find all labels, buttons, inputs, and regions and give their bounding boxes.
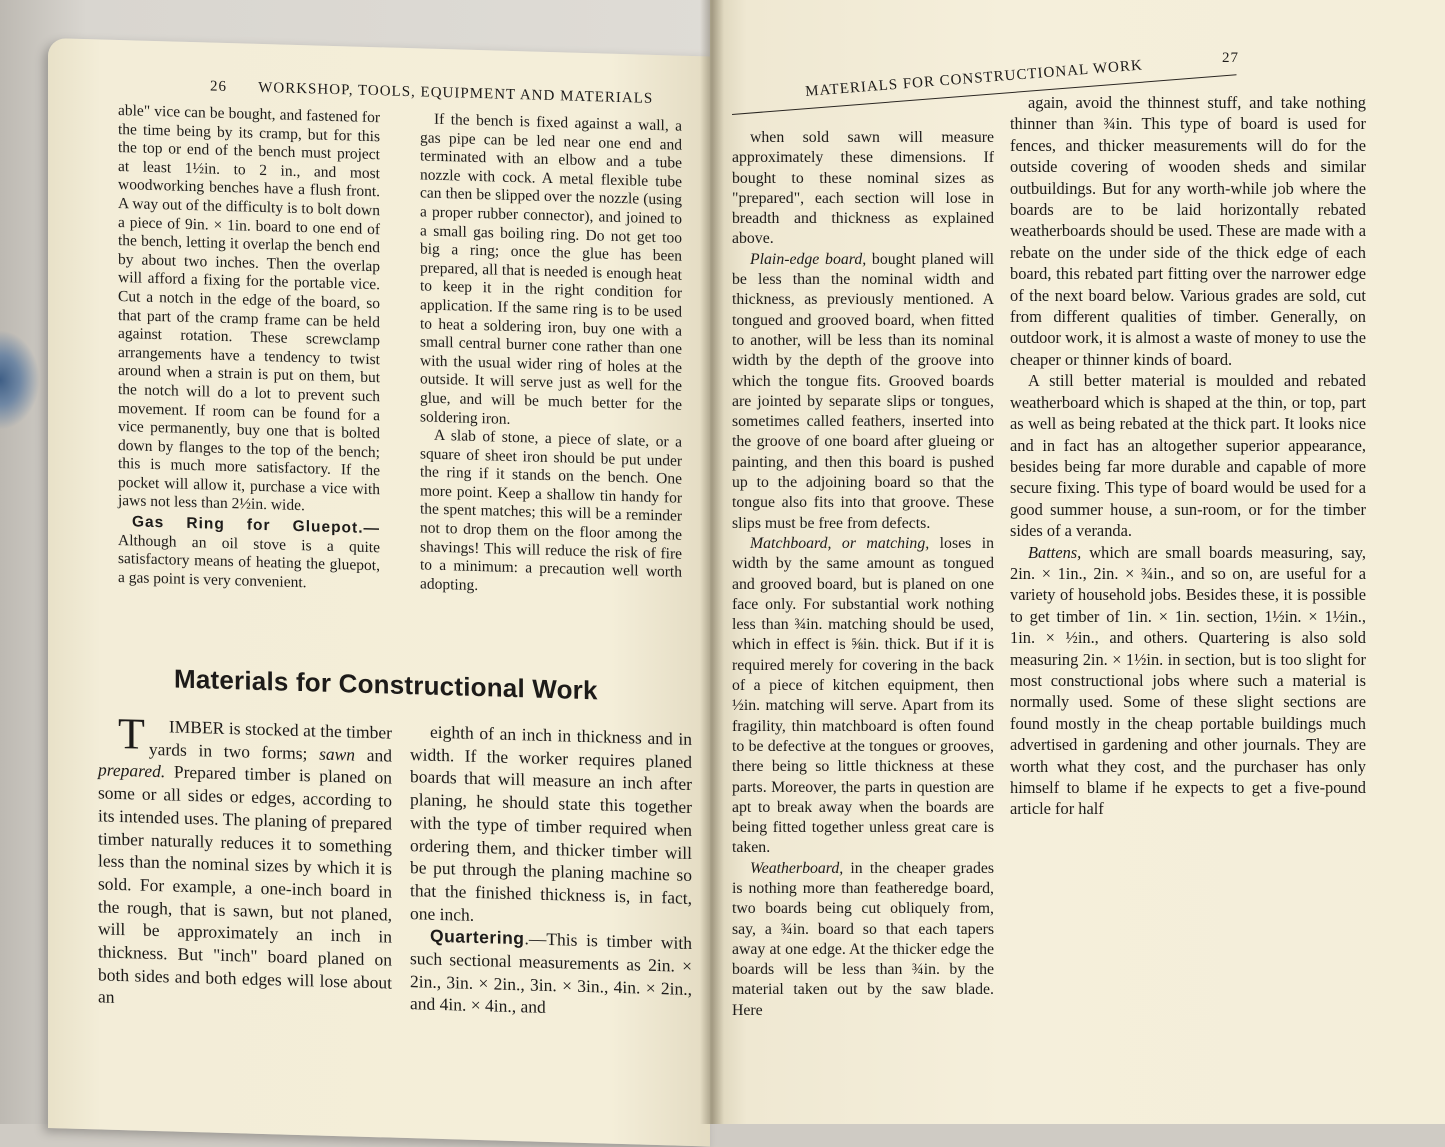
section-column-2 — [410, 720, 692, 1023]
right-header-title: MATERIALS FOR CONSTRUCTIONAL WORK — [804, 57, 1144, 101]
left-page-number: 26 — [210, 78, 227, 95]
left-page — [48, 38, 710, 1146]
gas-ring-text: Although an oil stove is a quite satisfactory means of heating the gluepot, a gas point is very convenient. — [118, 531, 380, 592]
right-col1-paragraph-2 — [732, 250, 994, 534]
right-page-number: 27 — [1222, 50, 1239, 66]
weatherboard-text: in the cheaper grades is nothing more than featheredge board, two boards being cut obliquely from, say, a ¾in. board so that each tapers away at one edge. At the thicker edge the boards will be less than ¾in. by the material taken out by the saw blade. Here — [732, 859, 994, 1019]
right-column-1 — [732, 128, 994, 1021]
quartering-subhead: Quartering — [430, 925, 525, 949]
section-column-1 — [98, 708, 392, 1016]
quartering-text: .—This is timber with such sectional measurements as 2in. × 2in., 3in. × 2in., 3in. × 3in., 4in. × 2in., and 4in. × 4in., and — [410, 928, 692, 1018]
battens-italic: Battens, — [1028, 542, 1082, 562]
section-col1-text-a: is stocked at the timber yards in two forms; — [148, 717, 392, 764]
left-col1-subhead-paragraph — [118, 513, 380, 595]
section-col1-text-c: Prepared timber is planed on some or all sides or edges, according to its intended uses. The planing of prepared timber naturally reduces it to something less than the nominal sizes by which it is sold. For example, a one-inch board in the rough, that is sawn, but not planed, will be approximately an inch in thickness. But "inch" board planed on both sides and both edges will lose about an — [98, 761, 392, 1008]
section-col1-paragraph — [98, 708, 392, 1016]
matchboard-italic: Matchboard, or matching, — [750, 534, 930, 552]
left-running-header — [210, 79, 653, 108]
right-col2-paragraph-1: again, avoid the thinnest stuff, and take nothing thinner than ¾in. This type of board is used for fences, and thicker measurements will do for the outside covering of wooden sheds and similar outbuildings. But for any worth-while job where the boards are to be laid horizontally rebated weatherboards should be used. These are made with a rebate on the under side of the thick edge of each board, this rebated part fitting over the narrower edge of the next board below. Various grades are sold, cut from different qualities of timber. Generally, on outdoor work, it is almost a waste of money to use the cheaper or thinner kinds of board. — [1010, 93, 1366, 369]
book-gutter — [700, 0, 724, 1124]
left-col1-paragraph: able" vice can be bought, and fastened for the time being by its cramp, but for this the top or end of the bench must project at least 1½in. to 2 in., and most woodworking benches have a flush front. A way out of the difficulty is to bolt down a piece of 9in. × 1in. board to one end of the bench, letting it overlap the bench end by about two inches. Then the overlap will afford a fixing for the portable vice. Cut a notch in the edge of the board, so that part of the cramp frame can be held against rotation. These screwclamp arrangements have a tendency to twist around when a strain is put on them, but the notch will do a lot to prevent such movement. If room can be found for a vice permanently, buy one that is bolted down by flanges to the top of the bench; this is much more satisfactory. If the pocket will allow it, purchase a vice with jaws not less than 2½in. wide. — [118, 101, 380, 515]
section-col2-paragraph-2 — [410, 924, 692, 1023]
section-col2-paragraph-1: eighth of an inch in thickness and in width. If the worker requires planed boards that will measure an inch after planing, he should state this together with the type of timber required when ordering them, and thicker timber will be put through the planing machine so that the finished thickness is, in fact, one inch. — [410, 721, 692, 925]
section-title: Materials for Constructional Work — [174, 663, 598, 706]
italic-prepared: prepared. — [98, 759, 166, 782]
plain-edge-text: bought planed will be less than the nominal width and thickness, as previously mentioned. A tongued and grooved board, when fitted to another, will be less than its nominal width by the depth of the groove into which the tongue fits. Grooved boards are jointed by separate slips or tongues, sometimes called feathers, inserted into the groove of one board after glueing or painting, and then this board is pushed up to the adjoining board so that the tongue also fits into that groove. These slips must be free from defects. — [732, 250, 994, 532]
right-col1-paragraph-3 — [732, 534, 994, 859]
left-column-2 — [420, 110, 682, 601]
right-col2-paragraph-3 — [1010, 542, 1366, 820]
left-column-1 — [118, 102, 380, 595]
right-col1-paragraph-1: when sold sawn will measure approximately these dimensions. If bought to these nominal sizes as "prepared", each section will lose in breadth and thickness as explained above. — [732, 129, 994, 248]
battens-text: which are small boards measuring, say, 2in. × 1in., 2in. × ¾in., and so on, are useful for a variety of household jobs. Besides these, it is possible to get timber of 1in. × 1in. section, 1½in. × 1½in., 1in. × ½in., and others. Quartering is also sold measuring 2in. × 1½in. in section, but is too slight for most constructional jobs where such a material is normally used. Some of these slight sections are found mostly in the cheap portable buildings much advertised in gardening and other journals. They are worth what they cost, and the purchaser has only himself to blame if he expects to get a five-pound article for half — [1010, 542, 1366, 819]
drop-cap: T — [118, 708, 145, 759]
italic-sawn: sawn — [319, 743, 356, 765]
section-col1-text-b: and — [355, 744, 392, 766]
right-page — [710, 0, 1445, 1124]
matchboard-text: loses in width by the same amount as tongued and grooved board, but is planed on one face only. For substantial work nothing less than ¾in. matching should be used, which in effect is ⅝in. thick. But if it is required merely for covering in the back of a piece of kitchen equipment, then ½in. matching will serve. Apart from its fragility, thin matchboard is often found to be defective at the tongues or grooves, there being so little thickness at these parts. Moreover, the parts in question are apt to break away when the boards are being fitted together unless great care is taken. — [732, 534, 994, 857]
gas-ring-subhead: Gas Ring for Gluepot.— — [132, 513, 380, 538]
lead-word: IMBER — [168, 716, 225, 738]
right-column-2 — [1010, 92, 1366, 820]
left-col2-paragraph-1: If the bench is fixed against a wall, a gas pipe can be led near one end and terminated with an elbow and a tube nozzle with cock. A metal flexible tube can then be slipped over the nozzle (using a proper rubber connector), and joined to a small gas boiling ring. Do not get too big a ring; once the glue has been prepared, all that is needed is enough heat to keep it in the right condition for application. If the same ring is to be used to heat a soldering iron, buy one with a small central burner cone rather than one with the usual wider ring of holes at the outside. It will serve just as well for the glue, and will be much better for the soldering iron. — [420, 110, 682, 428]
right-col2-paragraph-2: A still better material is moulded and rebated weatherboard which is shaped at the thin, or top, part as well as being rebated at the thick part. It looks nice and in fact has an altogether superior appearance, besides being far more durable and capable of more secure fixing. This type of board would be used for a good summer house, a sun-room, or for the timber sides of a veranda. — [1010, 371, 1366, 541]
right-col1-paragraph-4 — [732, 859, 994, 1021]
left-col2-paragraph-2: A slab of stone, a piece of slate, or a square of sheet iron should be put under the ring if it stands on the bench. One more point. Keep a shallow tin handy for the spent matches; this will be a reminder not to drop them on the floor among the shavings! This will reduce the risk of fire to a minimum: a precaution well worth adopting. — [420, 426, 682, 594]
left-header-title: WORKSHOP, TOOLS, EQUIPMENT AND MATERIALS — [258, 79, 654, 107]
plain-edge-italic: Plain-edge board, — [750, 250, 867, 268]
weatherboard-italic: Weatherboard, — [750, 859, 844, 877]
